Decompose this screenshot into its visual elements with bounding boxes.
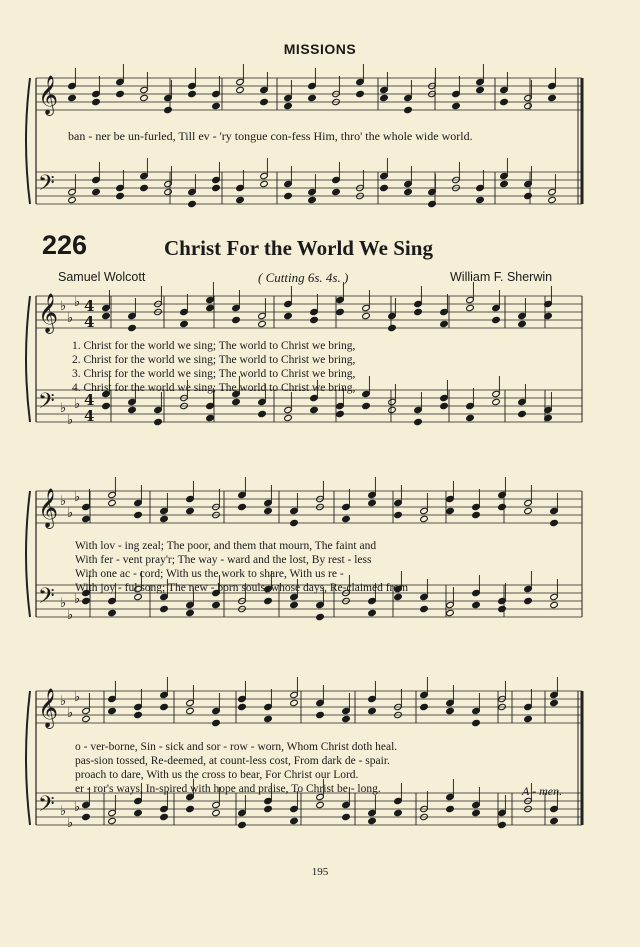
note-head: [108, 499, 117, 506]
flat-sign: ♭: [74, 800, 81, 815]
note-head: [238, 503, 247, 510]
note-head: [160, 605, 169, 612]
note-head: [92, 188, 101, 195]
note-head: [420, 703, 429, 710]
note-head: [492, 316, 501, 323]
author-credit: William F. Sherwin: [450, 270, 553, 284]
bass-clef: 𝄢: [38, 389, 55, 419]
note-head: [394, 593, 403, 600]
note-head: [160, 515, 169, 522]
note-head: [212, 719, 221, 726]
note-head: [498, 605, 507, 612]
note-head: [186, 609, 195, 616]
flat-sign: ♭: [74, 690, 81, 705]
note-head: [332, 188, 341, 195]
note-head: [310, 316, 319, 323]
note-head: [452, 102, 461, 109]
note-head: [394, 511, 403, 518]
note-head: [368, 817, 377, 824]
time-signature: 4: [84, 407, 95, 425]
note-head: [428, 200, 437, 207]
note-head: [500, 180, 509, 187]
note-head: [284, 102, 293, 109]
note-head: [476, 196, 485, 203]
note-head: [164, 188, 173, 195]
verse-line: With lov - ing zeal; The poor, and them that mourn, The faint and: [75, 540, 377, 552]
note-head: [134, 809, 143, 816]
flat-sign: ♭: [74, 592, 81, 607]
note-head: [264, 597, 273, 604]
note-head: [524, 192, 533, 199]
verse-line: With one ac - cord; With us the work to share, With us re -: [75, 568, 344, 580]
note-head: [524, 102, 533, 109]
note-head: [284, 414, 293, 421]
note-head: [446, 805, 455, 812]
note-head: [108, 609, 117, 616]
flat-sign: ♭: [60, 494, 67, 509]
note-head: [264, 715, 273, 722]
note-head: [414, 418, 423, 425]
verse-line: pas-sion tossed, Re-deemed, at count-less cost, From dark de - spair.: [75, 755, 390, 767]
note-head: [368, 707, 377, 714]
flat-sign: ♭: [74, 490, 81, 505]
note-head: [380, 184, 389, 191]
note-head: [290, 601, 299, 608]
note-head: [290, 699, 299, 706]
note-head: [290, 817, 299, 824]
verse-line: With fer - vent pray'r; The way - ward and the lost, By rest - less: [75, 554, 372, 566]
composer-credit: Samuel Wolcott: [58, 270, 146, 284]
time-signature: 4: [84, 313, 95, 331]
note-head: [102, 312, 111, 319]
note-head: [140, 184, 149, 191]
note-head: [284, 192, 293, 199]
note-head: [284, 312, 293, 319]
note-head: [414, 308, 423, 315]
note-head: [316, 801, 325, 808]
note-head: [154, 418, 163, 425]
note-head: [498, 503, 507, 510]
system-brace: [26, 296, 30, 422]
verse-line: proach to dare, With us the cross to bear, For Christ our Lord.: [75, 769, 359, 781]
note-head: [108, 817, 117, 824]
flat-sign: ♭: [67, 506, 74, 521]
note-head: [336, 410, 345, 417]
note-head: [550, 817, 559, 824]
note-head: [68, 94, 77, 101]
flat-sign: ♭: [67, 706, 74, 721]
note-head: [206, 414, 215, 421]
prev-hymn-lyric: ban - ner be un-furled, Till ev - 'ry tongue con-fess Him, thro' the whole wide world.: [68, 129, 473, 143]
section-header: MISSIONS: [283, 41, 357, 57]
note-head: [116, 90, 125, 97]
note-head: [466, 414, 475, 421]
note-head: [342, 515, 351, 522]
time-signature: 4: [84, 391, 95, 409]
note-head: [186, 507, 195, 514]
note-head: [68, 196, 77, 203]
flat-sign: ♭: [74, 295, 81, 310]
note-head: [238, 821, 247, 828]
note-head: [290, 519, 299, 526]
note-head: [446, 507, 455, 514]
system-brace: [26, 691, 30, 825]
note-head: [524, 597, 533, 604]
note-head: [134, 711, 143, 718]
time-signature: 4: [84, 297, 95, 315]
note-head: [492, 398, 501, 405]
note-head: [264, 507, 273, 514]
note-head: [316, 613, 325, 620]
note-head: [446, 609, 455, 616]
note-head: [212, 102, 221, 109]
note-head: [212, 184, 221, 191]
note-head: [498, 821, 507, 828]
note-head: [116, 192, 125, 199]
flat-sign: ♭: [60, 401, 67, 416]
bass-clef: 𝄢: [38, 171, 55, 201]
note-head: [388, 324, 397, 331]
note-head: [420, 515, 429, 522]
note-head: [518, 320, 527, 327]
note-head: [420, 605, 429, 612]
note-head: [308, 94, 317, 101]
note-head: [264, 805, 273, 812]
flat-sign: ♭: [60, 694, 67, 709]
note-head: [102, 402, 111, 409]
note-head: [206, 304, 215, 311]
note-head: [236, 196, 245, 203]
treble-clef: 𝄞: [38, 75, 59, 115]
note-head: [260, 98, 269, 105]
note-head: [548, 94, 557, 101]
note-head: [446, 707, 455, 714]
flat-sign: ♭: [60, 299, 67, 314]
note-head: [232, 398, 241, 405]
hymn-title: Christ For the World We Sing: [164, 236, 433, 260]
note-head: [368, 499, 377, 506]
note-head: [472, 511, 481, 518]
verse-line: 4. Christ for the world we sing; The world to Christ we bring,: [72, 382, 356, 394]
note-head: [232, 316, 241, 323]
bass-clef: 𝄢: [38, 584, 55, 614]
note-head: [238, 703, 247, 710]
note-head: [128, 406, 137, 413]
flat-sign: ♭: [67, 311, 74, 326]
treble-clef: 𝄞: [38, 488, 59, 528]
note-head: [164, 106, 173, 113]
note-head: [140, 94, 149, 101]
note-head: [404, 188, 413, 195]
note-head: [128, 324, 137, 331]
note-head: [186, 707, 195, 714]
note-head: [134, 511, 143, 518]
note-head: [472, 601, 481, 608]
note-head: [472, 809, 481, 816]
note-head: [236, 86, 245, 93]
note-head: [388, 406, 397, 413]
flat-sign: ♭: [67, 413, 74, 428]
verse-line: o - ver-borne, Sin - sick and sor - row - worn, Whom Christ doth heal.: [75, 741, 398, 753]
note-head: [336, 308, 345, 315]
note-head: [380, 94, 389, 101]
treble-clef: 𝄞: [38, 688, 59, 728]
flat-sign: ♭: [60, 804, 67, 819]
note-head: [440, 402, 449, 409]
bass-clef: 𝄢: [38, 792, 55, 822]
note-head: [212, 809, 221, 816]
note-head: [188, 90, 197, 97]
note-head: [186, 805, 195, 812]
note-head: [476, 86, 485, 93]
note-head: [466, 304, 475, 311]
note-head: [82, 597, 91, 604]
note-head: [500, 98, 509, 105]
verse-line: 2. Christ for the world we sing; The world to Christ we bring,: [72, 354, 356, 366]
note-head: [368, 609, 377, 616]
note-head: [160, 703, 169, 710]
note-head: [548, 196, 557, 203]
system-brace: [26, 491, 30, 617]
flat-sign: ♭: [67, 816, 74, 831]
flat-sign: ♭: [60, 596, 67, 611]
verse-line: With joy - ful song; The new - born souls, whose days, Re-claimed from: [75, 582, 409, 594]
note-head: [258, 410, 267, 417]
verse-line: 1. Christ for the world we sing; The world to Christ we bring,: [72, 340, 356, 352]
note-head: [472, 719, 481, 726]
note-head: [134, 593, 143, 600]
note-head: [524, 715, 533, 722]
note-head: [82, 515, 91, 522]
note-head: [82, 813, 91, 820]
page-number: 195: [311, 866, 329, 878]
note-head: [342, 813, 351, 820]
note-head: [550, 699, 559, 706]
note-head: [316, 711, 325, 718]
verse-line: er - ror's ways, In-spired with hope and praise, To Christ be - long.: [75, 783, 381, 795]
note-head: [92, 98, 101, 105]
flat-sign: ♭: [74, 397, 81, 412]
note-head: [356, 90, 365, 97]
note-head: [308, 196, 317, 203]
note-head: [362, 402, 371, 409]
note-head: [258, 320, 267, 327]
verse-line: 3. Christ for the world we sing; The world to Christ we bring,: [72, 368, 356, 380]
note-head: [188, 200, 197, 207]
note-head: [342, 715, 351, 722]
note-head: [160, 813, 169, 820]
note-head: [550, 601, 559, 608]
note-head: [524, 507, 533, 514]
note-head: [310, 406, 319, 413]
amen-text: A - men.: [522, 784, 563, 798]
note-head: [550, 519, 559, 526]
note-head: [440, 320, 449, 327]
note-head: [404, 106, 413, 113]
hymn-number: 226: [42, 230, 88, 260]
note-head: [180, 320, 189, 327]
system-brace: [26, 78, 30, 204]
note-head: [362, 312, 371, 319]
treble-clef: 𝄞: [38, 293, 59, 333]
note-head: [108, 707, 117, 714]
note-head: [212, 601, 221, 608]
note-head: [260, 180, 269, 187]
tune-meter: ( Cutting 6s. 4s. ): [258, 270, 349, 285]
note-head: [394, 809, 403, 816]
note-head: [82, 715, 91, 722]
flat-sign: ♭: [67, 608, 74, 623]
note-head: [518, 410, 527, 417]
